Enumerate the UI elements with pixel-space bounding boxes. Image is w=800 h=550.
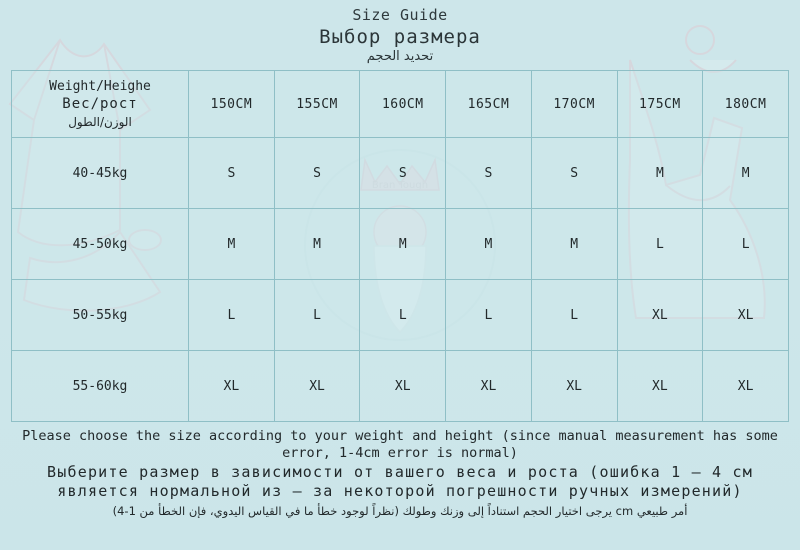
cell-55-60-160: XL: [360, 351, 446, 422]
table-header-row: [12, 71, 789, 138]
cell-45-50-165: M: [446, 209, 532, 280]
cell-50-55-160: L: [360, 280, 446, 351]
cell-55-60-170: XL: [531, 351, 617, 422]
header-height-160: 160CM: [360, 71, 446, 138]
cell-45-50-155: M: [274, 209, 360, 280]
cell-50-55-155: L: [274, 280, 360, 351]
title-block: [0, 0, 800, 64]
corner-label-english: Weight/Heighe: [49, 78, 151, 94]
header-height-165: 165CM: [446, 71, 532, 138]
cell-50-55-180: XL: [703, 280, 789, 351]
cell-45-50-160: M: [360, 209, 446, 280]
title-english: Size Guide: [352, 6, 448, 24]
cell-40-45-155: S: [274, 138, 360, 209]
row-label-40-45kg: 40-45kg: [12, 138, 189, 209]
cell-40-45-160: S: [360, 138, 446, 209]
cell-55-60-155: XL: [274, 351, 360, 422]
svg-text:Bran Tough: Bran Tough: [371, 180, 429, 191]
corner-label-arabic: الوزن/الطول: [68, 115, 132, 130]
cell-45-50-180: L: [703, 209, 789, 280]
cell-45-50-150: M: [189, 209, 275, 280]
note-arabic: أمر طبيعي cm يرجى اختيار الحجم استناداً إلى وزنك وطولك (نظراً لوجود خطأ ما في القياس اليدوي، فإن الخطأ من 1-4): [112, 503, 688, 518]
cell-50-55-170: L: [531, 280, 617, 351]
cell-55-60-180: XL: [703, 351, 789, 422]
row-label-45-50kg: 45-50kg: [12, 209, 189, 280]
header-height-150: 150CM: [189, 71, 275, 138]
header-height-175: 175CM: [617, 71, 703, 138]
cell-55-60-175: XL: [617, 351, 703, 422]
row-label-50-55kg: 50-55kg: [12, 280, 189, 351]
notes-block: [10, 428, 790, 518]
title-arabic: تحديد الحجم: [366, 49, 434, 64]
table-row: [12, 209, 789, 280]
cell-45-50-170: M: [531, 209, 617, 280]
cell-40-45-170: S: [531, 138, 617, 209]
header-height-180: 180CM: [703, 71, 789, 138]
table-row: [12, 280, 789, 351]
cell-40-45-180: M: [703, 138, 789, 209]
note-english: Please choose the size according to your weight and height (since manual measurement has some error, 1-4cm error is normal): [22, 428, 778, 461]
note-russian: Выберите размер в зависимости от вашего веса и роста (ошибка 1 – 4 см является нормальной из – за некоторой погрешности ручных измерений): [47, 462, 753, 501]
cell-55-60-165: XL: [446, 351, 532, 422]
header-corner-cell: [12, 71, 189, 138]
table-row: [12, 351, 789, 422]
cell-45-50-175: L: [617, 209, 703, 280]
size-chart-table: [11, 70, 789, 422]
title-russian: Выбор размера: [319, 26, 481, 48]
header-height-155: 155CM: [274, 71, 360, 138]
cell-50-55-165: L: [446, 280, 532, 351]
cell-40-45-165: S: [446, 138, 532, 209]
row-label-55-60kg: 55-60kg: [12, 351, 189, 422]
cell-50-55-150: L: [189, 280, 275, 351]
table-row: [12, 138, 789, 209]
cell-50-55-175: XL: [617, 280, 703, 351]
cell-40-45-150: S: [189, 138, 275, 209]
cell-40-45-175: M: [617, 138, 703, 209]
cell-55-60-150: XL: [189, 351, 275, 422]
corner-label-russian: Вес/рост: [62, 96, 138, 113]
header-height-170: 170CM: [531, 71, 617, 138]
